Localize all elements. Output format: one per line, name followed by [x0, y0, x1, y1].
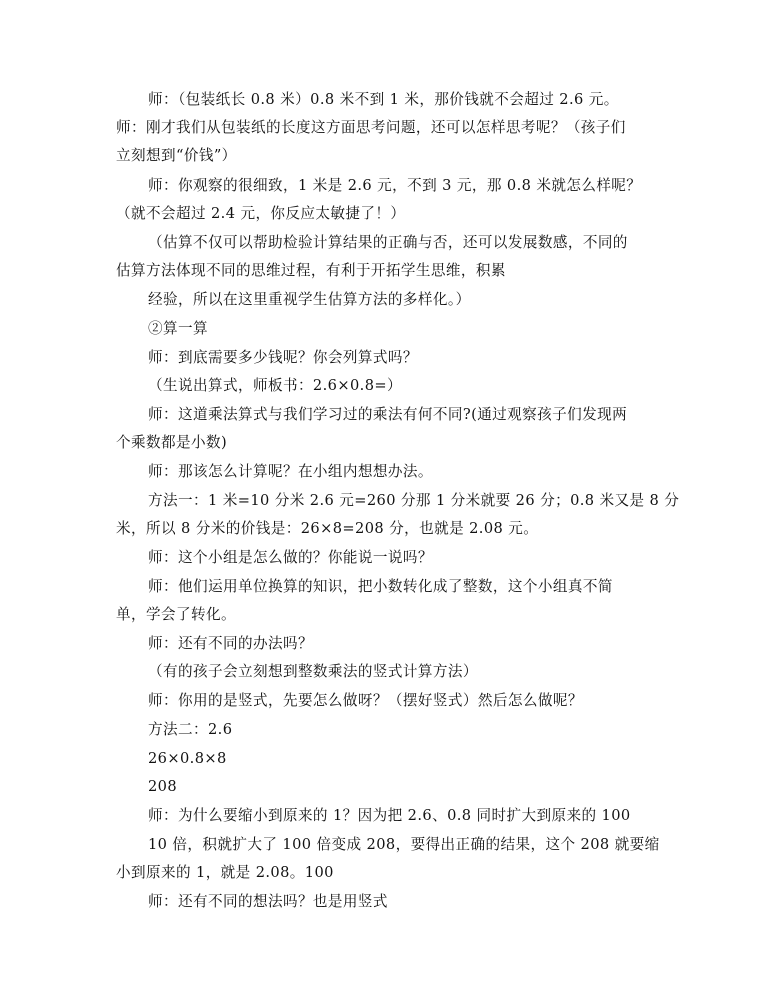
text-line: 师：还有不同的办法吗？ — [148, 635, 313, 652]
text-line: 方法二：2.6 — [148, 721, 233, 738]
text-line: 师：他们运用单位换算的知识，把小数转化成了整数，这个小组真不简 — [148, 578, 613, 595]
text-line: 师：这个小组是怎么做的？你能说一说吗？ — [148, 549, 433, 566]
text-line: 单，学会了转化。 — [116, 606, 236, 623]
text-line: 立刻想到“价钱”） — [116, 147, 237, 164]
text-line: 方法一：1 米=10 分米 2.6 元=260 分那 1 分米就要 26 分；0.8 米又是 8 分 — [148, 492, 680, 509]
text-line: 师：那该怎么计算呢？在小组内想想办法。 — [148, 463, 433, 480]
text-line: （估算不仅可以帮助检验计算结果的正确与否，还可以发展数感，不同的 — [148, 234, 628, 251]
text-line: 师：这道乘法算式与我们学习过的乘法有何不同?(通过观察孩子们发现两 — [148, 406, 628, 423]
text-line: 个乘数都是小数) — [116, 434, 228, 451]
text-line: 10 倍，积就扩大了 100 倍变成 208，要得出正确的结果，这个 208 就要缩 — [148, 836, 660, 853]
text-line: 师：刚才我们从包装纸的长度这方面思考问题，还可以怎样思考呢？（孩子们 — [116, 119, 626, 136]
text-line: （就不会超过 2.4 元，你反应太敏捷了！） — [116, 205, 406, 222]
text-line: 经验，所以在这里重视学生估算方法的多样化。） — [148, 291, 471, 308]
text-line: 估算方法体现不同的思维过程，有利于开拓学生思维，积累 — [116, 262, 506, 279]
text-line: 米，所以 8 分米的价钱是：26×8=208 分，也就是 2.08 元。 — [116, 520, 539, 537]
text-line: （生说出算式，师板书：2.6×0.8=） — [148, 377, 402, 394]
text-line: 师：为什么要缩小到原来的 1？因为把 2.6、0.8 同时扩大到原来的 100 — [148, 807, 631, 824]
text-line: 26×0.8×8 — [148, 750, 227, 767]
section-heading: ②算一算 — [148, 320, 208, 337]
text-line: 师：你用的是竖式，先要怎么做呀？（摆好竖式）然后怎么做呢？ — [148, 692, 583, 709]
text-line: 师：你观察的很细致，1 米是 2.6 元，不到 3 元，那 0.8 米就怎么样呢？ — [148, 177, 642, 194]
text-line: 师：（包装纸长 0.8 米）0.8 米不到 1 米，那价钱就不会超过 2.6 元。 — [148, 91, 619, 108]
text-line: 208 — [148, 778, 178, 795]
text-line: 师：还有不同的想法吗？也是用竖式 — [148, 893, 388, 910]
text-line: （有的孩子会立刻想到整数乘法的竖式计算方法） — [148, 663, 478, 680]
text-line: 师：到底需要多少钱呢？你会列算式吗？ — [148, 349, 418, 366]
text-line: 小到原来的 1，就是 2.08。100 — [116, 864, 334, 881]
